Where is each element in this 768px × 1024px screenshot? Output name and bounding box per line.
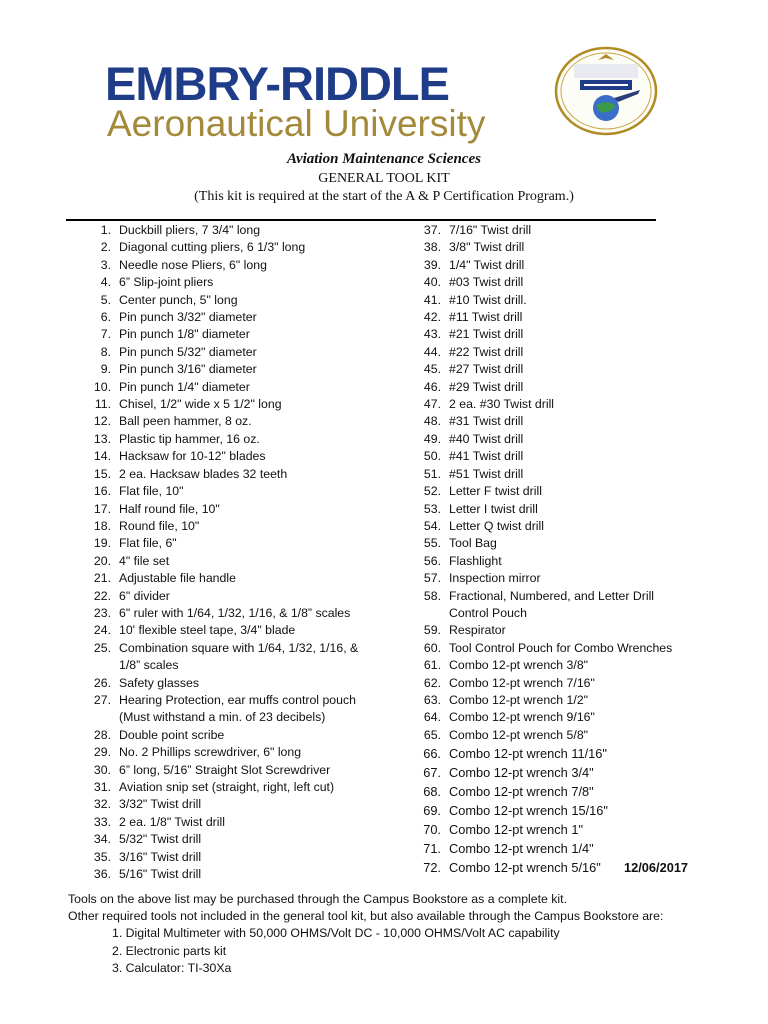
tool-item-number: 40. [423,275,441,290]
tool-item-number: 8. [100,344,111,359]
tool-list-item [66,553,406,570]
tool-item-number: 23. [93,605,111,620]
tool-item-number: 6. [100,310,111,325]
tool-item-text: Adjustable file handle [119,571,236,586]
tool-item-text: #31 Twist drill [449,414,524,429]
tool-item-text: Combo 12-pt wrench 7/16" [449,675,595,690]
tool-item-text: Combo 12-pt wrench 3/8" [449,658,589,673]
tool-list-item [66,588,406,605]
tool-item-text: Needle nose Pliers, 6" long [119,257,267,272]
tool-item-text: 3/16" Twist drill [119,849,202,864]
tool-item-number: 7. [100,327,111,342]
kit-requirement-note: (This kit is required at the start of the A & P Certification Program.) [194,189,574,204]
tool-item-text: Combo 12-pt wrench 1" [449,822,583,838]
tool-item-text: Half round file, 10" [119,501,220,516]
tool-item-number: 46. [423,379,441,394]
tool-list-item [412,222,712,239]
tool-list-item [412,361,712,378]
tool-item-text: 10' flexible steel tape, 3/4" blade [119,623,296,638]
tool-item-text: Hearing Protection, ear muffs control pouch [119,692,356,707]
tool-list-item [66,396,406,413]
logo-subtitle: Aeronautical University [107,103,486,144]
tool-list-item [66,309,406,326]
header-divider [66,219,656,221]
tool-list-item [66,692,406,709]
tool-list-item [412,326,712,343]
tool-list-item [412,309,712,326]
tool-list-item [66,344,406,361]
tool-list-item [66,501,406,518]
tool-item-number: 53. [423,501,441,516]
tool-list-item [66,326,406,343]
tool-item-number: 32. [93,797,111,812]
tool-list-item [412,675,712,692]
tool-item-number: 9. [100,362,111,377]
tool-item-text: 2 ea. 1/8" Twist drill [119,814,225,829]
tool-list-item [412,820,712,839]
tool-item-number: 72. [423,860,441,876]
tool-item-number: 22. [93,588,111,603]
tool-list-item [412,379,712,396]
tool-item-text: Letter Q twist drill [449,518,544,533]
tool-item-number: 24. [93,623,111,638]
tool-item-number: 55. [423,536,441,551]
tool-list-item [412,344,712,361]
tool-item-number: 69. [423,803,441,819]
tool-item-number: 2. [100,240,111,255]
tool-list-item [412,640,712,657]
tool-item-text: #11 Twist drill [449,310,523,325]
tool-item-number: 56. [423,553,441,568]
tool-item-text: #10 Twist drill. [449,292,527,307]
tool-list-item [66,518,406,535]
tool-item-text: #29 Twist drill [449,379,524,394]
tool-item-number: 34. [93,832,111,847]
tool-item-text: Round file, 10" [119,518,200,533]
tool-item-text: 5/16" Twist drill [119,867,202,882]
tool-list-item [66,709,406,726]
tool-item-number: 47. [423,397,441,412]
tool-list-item [66,657,406,674]
tool-list-item [66,866,406,883]
tool-list-item [412,501,712,518]
tool-list-item [66,744,406,761]
tool-item-text: Plastic tip hammer, 16 oz. [119,431,260,446]
tool-item-text: 2 ea. #30 Twist drill [449,397,555,412]
tool-list-item [412,692,712,709]
tool-item-number: 58. [423,588,441,603]
tool-item-number: 25. [93,640,111,655]
tool-list-item [412,801,712,820]
tool-item-text: #41 Twist drill [449,449,524,464]
tool-item-text: Chisel, 1/2" wide x 5 1/2" long [119,397,282,412]
tool-item-number: 68. [423,784,441,800]
tool-item-number: 26. [93,675,111,690]
tool-item-number: 21. [93,571,111,586]
tool-list-item [412,744,712,763]
tool-item-text: 7/16" Twist drill [449,223,532,237]
tool-item-text: Diagonal cutting pliers, 6 1/3" long [119,240,306,255]
kit-title: GENERAL TOOL KIT [318,171,450,186]
tool-list-item [412,763,712,782]
tool-item-text: Pin punch 3/32" diameter [119,310,257,325]
tool-list-item [412,518,712,535]
tool-item-number: 57. [423,571,441,586]
tool-item-text: Flat file, 10" [119,484,184,499]
tool-item-text: Combo 12-pt wrench 15/16" [449,803,608,819]
tool-list-item [66,796,406,813]
tool-item-number: 50. [423,449,441,464]
tool-list-item [412,535,712,552]
tool-item-number: 60. [423,640,441,655]
other-tool-item: 1. Digital Multimeter with 50,000 OHMS/Volt DC - 10,000 OHMS/Volt AC capability [112,926,560,940]
tool-list-item [66,675,406,692]
tool-item-text: Control Pouch [449,605,527,620]
tool-item-number: 41. [423,292,441,307]
tool-item-number: 27. [93,692,111,707]
tool-item-number: 66. [423,746,441,762]
tool-item-text: Combo 12-pt wrench 11/16" [449,746,607,762]
tool-list-right [412,222,712,877]
tool-item-number: 4. [100,275,111,290]
tool-list-item [66,257,406,274]
tool-item-number: 49. [423,431,441,446]
tool-item-text: Pin punch 1/8" diameter [119,327,250,342]
tool-item-text: 2 ea. Hacksaw blades 32 teeth [119,466,288,481]
tool-list-item [66,274,406,291]
tool-item-number [66,709,119,726]
tool-item-number: 17. [93,501,111,516]
tool-list-item [66,814,406,831]
tool-item-text: Tool Bag [449,536,497,551]
tool-list-item [66,448,406,465]
tool-item-text: Inspection mirror [449,571,541,586]
tool-item-number: 10. [93,379,111,394]
tool-item-text: Combo 12-pt wrench 3/4" [449,765,594,781]
tool-list-item [66,239,406,256]
tool-list-item [412,448,712,465]
tool-item-text: Double point scribe [119,727,225,742]
tool-item-text: Combo 12-pt wrench 5/8" [449,727,589,742]
tool-list-item [66,831,406,848]
revision-date: 12/06/2017 [624,860,689,875]
tool-item-text: Combo 12-pt wrench 5/16" [449,860,601,876]
tool-item-number: 11. [94,397,111,412]
tool-item-text: 4" file set [119,553,170,568]
tool-list-item [66,361,406,378]
tool-item-number: 13. [93,431,111,446]
tool-item-number: 15. [93,466,111,481]
tool-list-item [66,413,406,430]
tool-list-item [412,727,712,744]
tool-item-number: 28. [93,727,111,742]
tool-list-item [412,553,712,570]
tool-item-number: 3. [100,257,111,272]
tool-item-text: Flashlight [449,553,502,568]
tool-item-text: (Must withstand a min. of 23 decibels) [119,710,326,725]
tool-item-number: 19. [93,536,111,551]
logo-wordmark: EMBRY-RIDDLE [105,57,449,110]
tool-item-text: Fractional, Numbered, and Letter Drill [449,588,655,603]
tool-item-number: 67. [423,765,441,781]
tool-list-item [412,257,712,274]
tool-item-number: 29. [93,745,111,760]
tool-list-item [412,782,712,801]
tool-item-number: 70. [423,822,441,838]
tool-item-text: Combo 12-pt wrench 9/16" [449,710,595,725]
other-tool-item: 2. Electronic parts kit [112,944,227,958]
tool-list-item [412,605,712,622]
tool-list-item [412,239,712,256]
tool-list-item [412,396,712,413]
tool-item-number: 31. [93,780,111,794]
tool-item-number: 37. [423,223,441,237]
tool-item-number: 45. [423,362,441,377]
tool-list-item [66,535,406,552]
tool-list-item [66,727,406,744]
tool-list-item [66,779,406,796]
tool-item-text: 1/4" Twist drill [449,257,525,272]
tool-item-number: 36. [93,867,111,882]
tool-item-text: 5/32" Twist drill [119,832,202,847]
tool-item-text: 6" ruler with 1/64, 1/32, 1/16, & 1/8” scales [119,605,351,620]
tool-list-item [66,222,406,239]
tool-item-number: 30. [93,762,111,777]
tool-item-text: 1/8” scales [119,658,179,673]
tool-item-text: Center punch, 5" long [119,292,238,307]
tool-item-text: #51 Twist drill [449,466,524,481]
tool-item-number: 71. [423,841,441,857]
tool-list-item [412,588,712,605]
tool-list-item [412,274,712,291]
tool-list-item [66,622,406,639]
tool-list-item [66,466,406,483]
tool-list-left [66,222,406,883]
tool-item-number: 52. [423,484,441,499]
tool-item-number [66,657,119,674]
tool-item-number: 44. [423,344,441,359]
tool-item-number: 33. [93,814,111,829]
tool-item-number: 12. [93,414,111,429]
tool-list-item [412,466,712,483]
tool-item-text: Combo 12-pt wrench 7/8" [449,784,594,800]
tool-item-text: Pin punch 1/4" diameter [119,379,250,394]
tool-item-text: Aviation snip set (straight, right, left cut) [119,780,335,794]
tool-list-item [412,431,712,448]
tool-item-number: 35. [93,849,111,864]
tool-item-number [412,605,449,622]
tool-item-text: Combination square with 1/64, 1/32, 1/16, & [119,640,359,655]
tool-item-text: Letter F twist drill [449,484,542,499]
tool-list-item [66,762,406,779]
tool-item-text: Hacksaw for 10-12" blades [119,449,266,464]
tool-item-number: 18. [93,518,111,533]
tool-item-text: #40 Twist drill [449,431,524,446]
tool-item-number: 39. [423,257,441,272]
tool-item-text: Combo 12-pt wrench 1/4" [449,841,594,857]
tool-item-number: 38. [423,240,441,255]
other-tool-item: 3. Calculator: TI-30Xa [112,961,232,975]
department-seal-logo [554,46,658,136]
tool-item-text: 6" divider [119,588,170,603]
tool-item-text: Pin punch 3/16" diameter [119,362,257,377]
tool-item-text: Duckbill pliers, 7 3/4" long [119,223,261,237]
program-title: Aviation Maintenance Sciences [287,151,481,167]
tool-item-text: Combo 12-pt wrench 1/2" [449,692,589,707]
tool-item-text: 6” Slip-joint pliers [119,275,214,290]
tool-item-number: 65. [423,727,441,742]
tool-list-item [66,483,406,500]
tool-list-item [412,622,712,639]
tool-item-text: Ball peen hammer, 8 oz. [119,414,252,429]
tool-item-number: 54. [423,518,441,533]
tool-list-item [412,709,712,726]
tool-item-text: No. 2 Phillips screwdriver, 6" long [119,745,302,760]
tool-item-text: #22 Twist drill [449,344,524,359]
tool-item-number: 51. [423,466,441,481]
tool-item-text: #27 Twist drill [449,362,524,377]
tool-item-text: Pin punch 5/32" diameter [119,344,257,359]
tool-item-number: 43. [423,327,441,342]
tool-item-number: 63. [423,692,441,707]
footer-bookstore-note: Tools on the above list may be purchased through the Campus Bookstore as a complete kit. [68,892,567,906]
tool-item-number: 16. [93,484,111,499]
tool-item-number: 64. [423,710,441,725]
tool-list-item [66,849,406,866]
tool-list-item [412,839,712,858]
footer-other-tools-note: Other required tools not included in the general tool kit, but also available through the Campus Bookstore are: [68,909,664,923]
tool-list-item [412,657,712,674]
tool-item-text: Respirator [449,623,506,638]
tool-list-item [412,483,712,500]
tool-item-text: 3/32" Twist drill [119,797,202,812]
tool-item-text: 3/8" Twist drill [449,240,525,255]
tool-item-number: 61. [423,658,441,673]
tool-item-number: 20. [93,553,111,568]
tool-item-text: #03 Twist drill [449,275,524,290]
tool-list-item [412,413,712,430]
tool-item-text: #21 Twist drill [449,327,524,342]
tool-list-item [66,431,406,448]
tool-item-text: Flat file, 6" [119,536,177,551]
tool-item-number: 48. [423,414,441,429]
tool-list-item [412,292,712,309]
tool-item-text: 6” long, 5/16” Straight Slot Screwdriver [119,762,331,777]
tool-list-item [66,292,406,309]
tool-item-text: Safety glasses [119,675,199,690]
tool-list-item [66,379,406,396]
tool-list-item [66,640,406,657]
tool-item-number: 14. [93,449,111,464]
tool-item-number: 62. [423,675,441,690]
tool-list-item [66,570,406,587]
tool-item-number: 59. [423,623,441,638]
tool-item-text: Letter I twist drill [449,501,538,516]
tool-item-number: 42. [423,310,441,325]
tool-list-item [412,570,712,587]
tool-list-item [66,605,406,622]
tool-item-number: 5. [100,292,111,307]
tool-item-text: Tool Control Pouch for Combo Wrenches [449,640,673,655]
tool-item-number: 1. [100,223,111,237]
